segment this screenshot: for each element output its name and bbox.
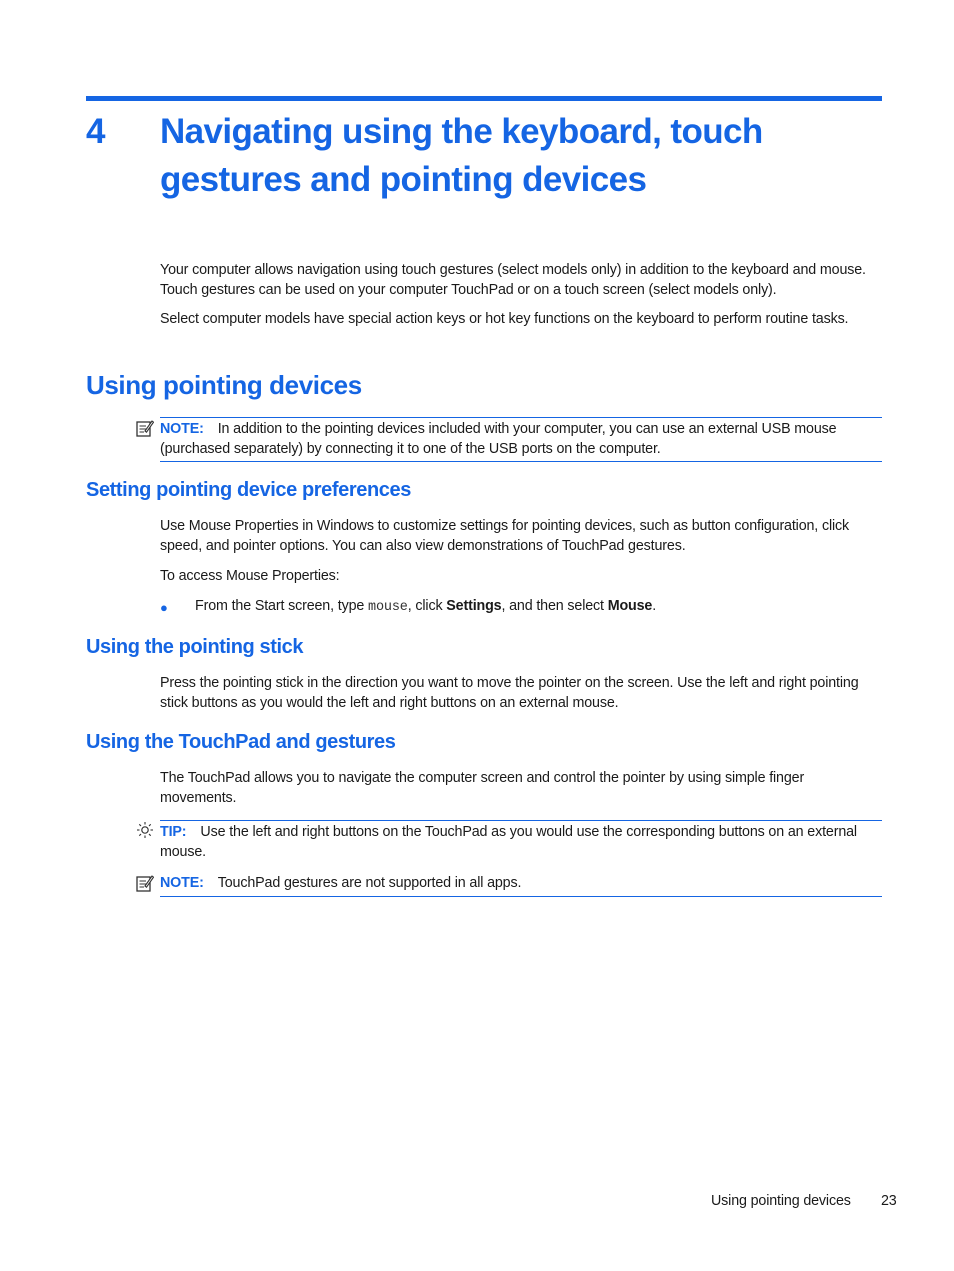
- access-mouse-properties-text: To access Mouse Properties:: [160, 568, 340, 584]
- touchpad-paragraph: The TouchPad allows you to navigate the computer screen and control the pointer by using simple finger movements.: [160, 770, 805, 806]
- bullet-marker: ●: [160, 600, 168, 615]
- intro-paragraph-1: Your computer allows navigation using touch gestures (select models only) in addition to the keyboard and mouse. Touch gestures can be used on your computer TouchPad or on a touch screen (select models only).: [160, 262, 866, 298]
- section-heading-preferences: Setting pointing device preferences: [86, 479, 411, 501]
- section-heading-pointing-stick: Using the pointing stick: [86, 636, 304, 658]
- note-touchpad-gestures: [160, 872, 882, 897]
- bullet-start-screen-instruction: [195, 597, 875, 618]
- preferences-paragraph: Use Mouse Properties in Windows to customize settings for pointing devices, such as button configuration, click speed, and pointer options. You can also view demonstrations of TouchPad gestures.: [160, 518, 850, 554]
- note-usb-mouse: [160, 417, 882, 462]
- note-label: NOTE:: [160, 421, 204, 437]
- note-text: In addition to the pointing devices included with your computer, you can use an external USB mouse (purchased separately) by connecting it to one of the USB ports on the computer.: [160, 421, 837, 457]
- bullet-middle: , click: [407, 598, 447, 614]
- chapter-title: Navigating using the keyboard, touch gestures and pointing devices: [160, 112, 763, 199]
- pointing-stick-paragraph: Press the pointing stick in the direction you want to move the pointer on the screen. Use the left and right pointing stick buttons as you would the left and right buttons on an external mouse.: [160, 675, 859, 711]
- note-text: TouchPad gestures are not supported in all apps.: [217, 875, 522, 891]
- intro-paragraph-2: Select computer models have special action keys or hot key functions on the keyboard to perform routine tasks.: [160, 311, 849, 327]
- chapter-rule: [86, 96, 882, 101]
- settings-term: Settings: [446, 598, 502, 614]
- page-number: 23: [881, 1193, 897, 1209]
- bullet-after: , and then select: [501, 598, 608, 614]
- tip-label: TIP:: [160, 824, 187, 840]
- note-icon: [136, 419, 154, 437]
- code-mouse: mouse: [368, 600, 408, 615]
- tip-lightbulb-icon: [136, 821, 154, 839]
- section-heading-touchpad: Using the TouchPad and gestures: [86, 731, 396, 753]
- note-label: NOTE:: [160, 875, 204, 891]
- tip-touchpad-buttons: [160, 820, 882, 864]
- tip-text: Use the left and right buttons on the TouchPad as you would use the corresponding buttons on an external mouse.: [160, 824, 857, 860]
- note-icon: [136, 874, 154, 892]
- footer-section-title: Using pointing devices: [711, 1193, 851, 1209]
- bullet-end: .: [652, 598, 657, 614]
- mouse-term: Mouse: [607, 598, 653, 614]
- bullet-prefix: From the Start screen, type: [195, 598, 368, 614]
- chapter-number: 4: [86, 112, 106, 151]
- section-heading-pointing-devices: Using pointing devices: [86, 370, 362, 400]
